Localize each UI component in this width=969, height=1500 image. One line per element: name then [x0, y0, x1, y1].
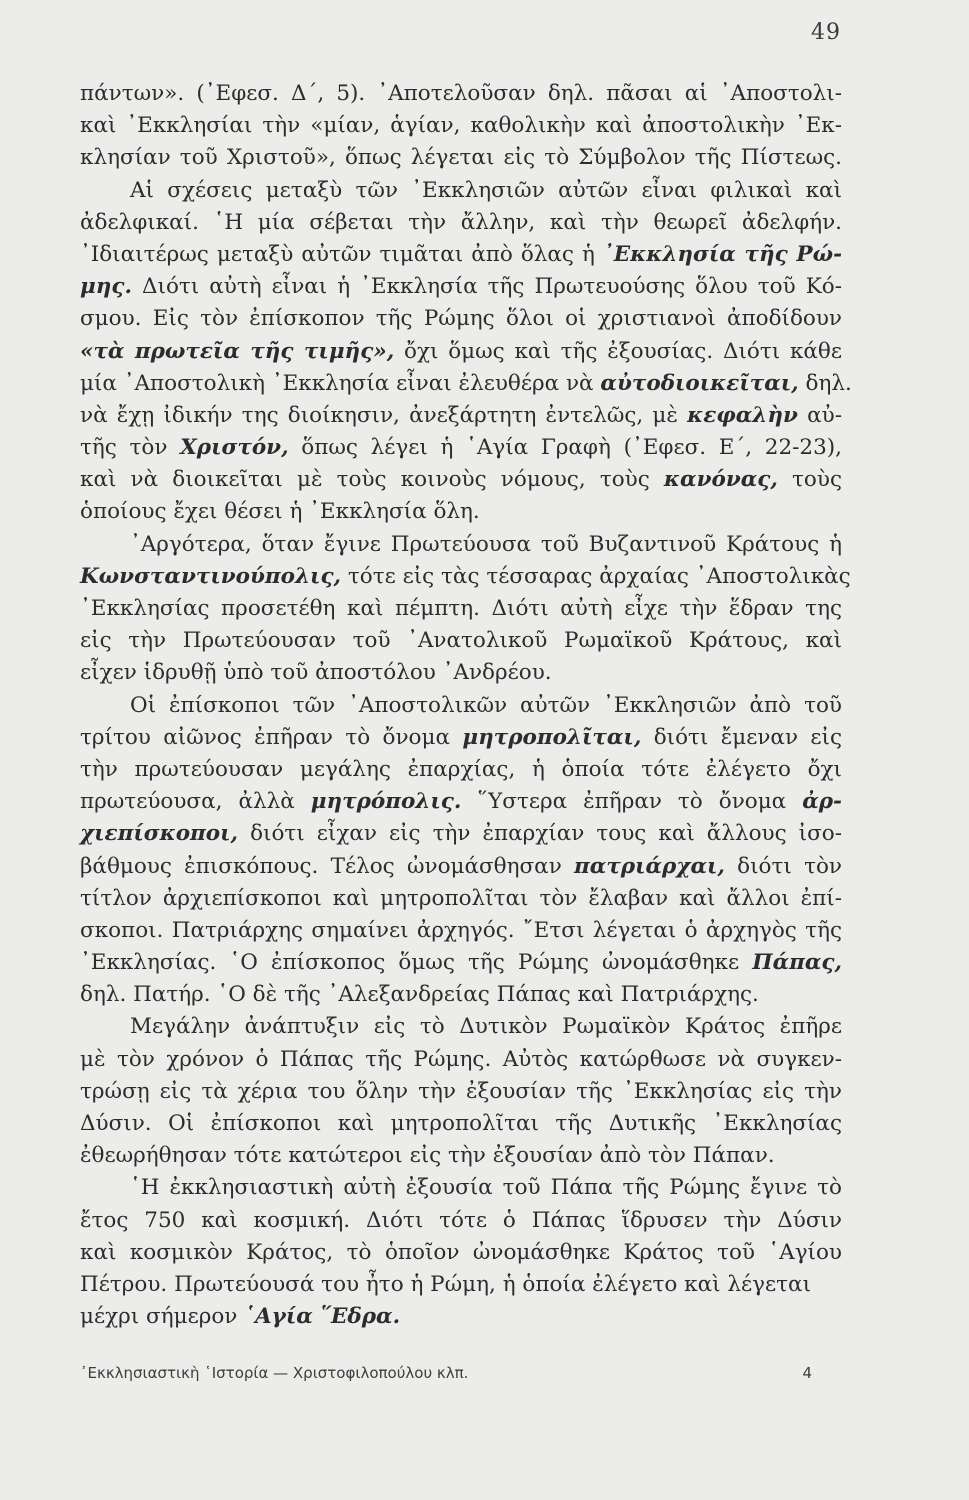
text-run: Μεγάλην ἀνάπτυξιν εἰς τὸ Δυτικὸν Ρωμαϊκὸν Κράτος ἐπῆρε: [130, 1014, 842, 1040]
text-run: ῞Υστερα ἐπῆραν τὸ ὄνομα: [461, 789, 803, 815]
text-run: ᾿Αργότερα, ὅταν ἔγινε Πρωτεύουσα τοῦ Βυζαντινοῦ Κράτους ἡ: [130, 531, 842, 557]
text-line: [80, 464, 842, 496]
text-run: διότι τὸν: [724, 853, 842, 879]
text-run: ὅπως λέγει ἡ ῾Αγία Γραφὴ (᾿Εφεσ. Ε΄, 22-23),: [288, 435, 842, 461]
page-number: 49: [811, 20, 841, 45]
text-line: [80, 271, 842, 303]
text-line: [80, 1011, 842, 1043]
text-run: τῆς τὸν: [80, 435, 181, 461]
text-run: τὴν πρωτεύουσαν μεγάλης ἐπαρχίας, ἡ ὁποία τότε ἐλέγετο ὄχι: [80, 756, 842, 782]
text-run: κλησίαν τοῦ Χριστοῦ», ὅπως λέγεται εἰς τὸ Σύμβολον τῆς Πίστεως.: [80, 145, 842, 171]
text-line: [80, 368, 852, 400]
text-line: [80, 561, 851, 593]
emphasized-term: μητρόπολις.: [310, 789, 462, 815]
text-line: [80, 303, 842, 335]
emphasized-term: χιεπίσκοποι,: [80, 821, 239, 847]
text-run: νὰ ἔχῃ ἰδικήν της διοίκησιν, ἀνεξάρτητη ἐντελῶς, μὲ: [80, 402, 688, 428]
text-line: [80, 1269, 842, 1301]
text-run: τρώσῃ εἰς τὰ χέρια του ὅλην τὴν ἐξουσίαν τῆς ᾿Εκκλησίας εἰς τὴν: [80, 1078, 842, 1104]
text-line: [80, 722, 842, 754]
text-run: Δύσιν. Οἱ ἐπίσκοποι καὶ μητροπολῖται τῆς Δυτικῆς ᾿Εκκλησίας: [80, 1111, 842, 1136]
text-line: [80, 239, 842, 271]
text-line: [80, 593, 842, 625]
text-run: Πέτρου. Πρωτεύουσά του ἦτο ἡ Ρώμη, ἡ ὁποία ἐλέγετο καὶ λέγεται: [80, 1271, 811, 1297]
text-run: αὐ-: [797, 402, 842, 428]
text-line: [80, 142, 842, 174]
text-run: μέχρι σήμερον: [80, 1304, 245, 1330]
text-line: [80, 496, 842, 528]
emphasized-term: κανόνας,: [663, 467, 778, 493]
text-line: [80, 175, 842, 207]
text-run: πάντων». (᾿Εφεσ. Δ΄, 5). ᾿Αποτελοῦσαν δηλ. πᾶσαι αἱ ᾿Αποστολι-: [80, 81, 842, 106]
text-line: [80, 915, 842, 947]
text-run: ῾Η ἐκκλησιαστικὴ αὐτὴ ἐξουσία τοῦ Πάπα τῆς Ρώμης ἔγινε τὸ: [130, 1175, 842, 1201]
text-run: ὁποίους ἔχει θέσει ἡ ᾿Εκκλησία ὅλη.: [80, 499, 480, 525]
text-line: [80, 336, 842, 368]
text-run: ἀδελφικαί. ῾Η μία σέβεται τὴν ἄλλην, καὶ τὴν θεωρεῖ ἀδελφήν.: [80, 209, 842, 235]
text-line: [80, 979, 842, 1011]
text-line: [80, 1205, 842, 1237]
text-run: εἰς τὴν Πρωτεύουσαν τοῦ ᾿Ανατολικοῦ Ρωμαϊκοῦ Κράτους, καὶ: [80, 628, 842, 654]
text-run: ἔτος 750 καὶ κοσμική. Διότι τότε ὁ Πάπας ἵδρυσεν τὴν Δύσιν: [80, 1207, 842, 1233]
text-line: [80, 110, 842, 142]
text-line: [80, 1140, 842, 1172]
text-line: [80, 207, 842, 239]
emphasized-term: Κωνσταντινούπολις,: [80, 563, 342, 589]
text-run: καὶ κοσμικὸν Κράτος, τὸ ὁποῖον ὠνομάσθηκε Κράτος τοῦ ῾Αγίου: [80, 1239, 842, 1265]
emphasized-term: Πάπας,: [752, 950, 842, 976]
text-run: τρίτου αἰῶνος ἐπῆραν τὸ ὄνομα: [80, 724, 463, 750]
text-run: εἶχεν ἱδρυθῇ ὑπὸ τοῦ ἀποστόλου ᾿Ανδρέου.: [80, 660, 552, 686]
text-run: τότε εἰς τὰς τέσσαρας ἀρχαίας ᾿Αποστολικὰς: [341, 563, 851, 589]
text-line: [80, 786, 842, 818]
emphasized-term: ᾿Εκκλησία τῆς Ρώ-: [602, 241, 842, 267]
emphasized-term: ἀρ-: [802, 789, 842, 815]
footer-title: ᾿Εκκλησιαστικὴ ῾Ιστορία — Χριστοφιλοπούλου κλπ.: [80, 1364, 469, 1382]
text-line: [80, 1044, 842, 1076]
signature-mark: 4: [802, 1364, 812, 1382]
text-run: σμου. Εἰς τὸν ἐπίσκοπον τῆς Ρώμης ὅλοι οἱ χριστιανοὶ ἀποδίδουν: [80, 306, 842, 332]
text-line: [80, 529, 842, 561]
text-line: [80, 657, 842, 689]
text-line: [80, 78, 842, 110]
text-line: [80, 1301, 842, 1333]
text-run: ᾿Εκκλησίας προσετέθη καὶ πέμπτη. Διότι αὐτὴ εἶχε τὴν ἕδραν της: [80, 596, 842, 621]
text-run: διότι εἶχαν εἰς τὴν ἐπαρχίαν τους καὶ ἄλλους ἰσο-: [238, 821, 842, 847]
emphasized-term: μητροπολῖται,: [462, 724, 642, 750]
text-run: Οἱ ἐπίσκοποι τῶν ᾿Αποστολικῶν αὐτῶν ᾿Εκκλησιῶν ἀπὸ τοῦ: [130, 692, 842, 718]
text-line: [80, 1172, 842, 1204]
text-run: καὶ ᾿Εκκλησίαι τὴν «μίαν, ἁγίαν, καθολικὴν καὶ ἀποστολικὴν ᾿Εκ-: [80, 113, 842, 139]
emphasized-term: πατριάρχαι,: [574, 853, 725, 879]
emphasized-term: μης.: [80, 274, 132, 300]
text-run: Αἱ σχέσεις μεταξὺ τῶν ᾿Εκκλησιῶν αὐτῶν εἶναι φιλικαὶ καὶ: [130, 177, 842, 203]
emphasized-term: ῾Αγία ῞Εδρα.: [244, 1304, 401, 1330]
emphasized-term: Χριστόν,: [180, 435, 289, 461]
text-line: [80, 818, 842, 850]
text-line: [80, 754, 842, 786]
text-run: μία ᾿Αποστολικὴ ᾿Εκκλησία εἶναι ἐλευθέρα νὰ: [80, 370, 601, 396]
text-run: ἐθεωρήθησαν τότε κατώτεροι εἰς τὴν ἐξουσίαν ἀπὸ τὸν Πάπαν.: [80, 1143, 775, 1169]
text-line: [80, 1237, 842, 1269]
text-line: [80, 690, 842, 722]
text-line: [80, 851, 842, 883]
text-run: σκοποι. Πατριάρχης σημαίνει ἀρχηγός. ῎Ετσι λέγεται ὁ ἀρχηγὸς τῆς: [80, 917, 842, 943]
page-footer: [80, 1364, 842, 1382]
text-line: [80, 947, 842, 979]
text-run: δηλ. Πατήρ. ῾Ο δὲ τῆς ᾿Αλεξανδρείας Πάπας καὶ Πατριάρχης.: [80, 982, 759, 1008]
text-run: τίτλον ἀρχιεπίσκοποι καὶ μητροπολῖται τὸν ἔλαβαν καὶ ἄλλοι ἐπί-: [80, 885, 842, 911]
text-run: ᾿Εκκλησίας. ῾Ο ἐπίσκοπος ὅμως τῆς Ρώμης ὠνομάσθηκε: [80, 950, 753, 976]
emphasized-term: «τὰ πρωτεῖα τῆς τιμῆς»,: [80, 338, 395, 364]
text-run: βάθμους ἐπισκόπους. Τέλος ὠνομάσθησαν: [80, 853, 575, 879]
text-line: [80, 1108, 842, 1140]
body-text: [80, 78, 852, 1333]
text-run: τοὺς: [777, 467, 842, 493]
text-line: [80, 1076, 842, 1108]
text-line: [80, 400, 842, 432]
text-run: μὲ τὸν χρόνον ὁ Πάπας τῆς Ρώμης. Αὐτὸς κατώρθωσε νὰ συγκεν-: [80, 1046, 842, 1072]
text-run: ᾿Ιδιαιτέρως μεταξὺ αὐτῶν τιμᾶται ἀπὸ ὅλας ἡ: [80, 241, 603, 267]
text-run: καὶ νὰ διοικεῖται μὲ τοὺς κοινοὺς νόμους, τοὺς: [80, 467, 664, 493]
text-run: πρωτεύουσα, ἀλλὰ: [80, 789, 311, 815]
text-run: ὄχι ὅμως καὶ τῆς ἐξουσίας. Διότι κάθε: [394, 338, 843, 364]
text-run: δηλ.: [798, 370, 852, 396]
text-run: διότι ἔμεναν εἰς: [641, 724, 843, 750]
text-run: Διότι αὐτὴ εἶναι ἡ ᾿Εκκλησία τῆς Πρωτευούσης ὅλου τοῦ Κό-: [131, 274, 842, 300]
text-line: [80, 625, 842, 657]
text-line: [80, 883, 842, 915]
text-line: [80, 432, 842, 464]
emphasized-term: αὐτοδιοικεῖται,: [600, 370, 799, 396]
emphasized-term: κεφαλὴν: [687, 402, 798, 428]
